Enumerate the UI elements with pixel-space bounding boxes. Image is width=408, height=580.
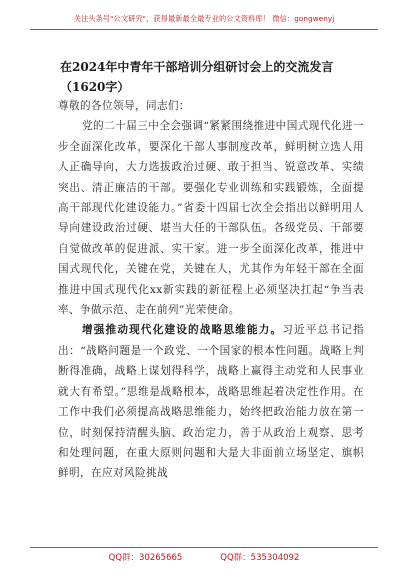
footer [0, 551, 408, 563]
header-banner: 关注头条号"公文研究"，获得最新最全最专业的公文资料库！ 微信：gongwenyj [73, 14, 335, 23]
paragraph-1: 党的二十届三中全会强调“紧紧围绕推进中国式现代化进一步全面深化改革，要深化干部人事制度改革，鲜明树立选人用人正确导向，大力选拔政治过硬、敢于担当、锐意改革、实绩突出、清正廉洁的干部。要强化专业训练和实践锻炼，全面提高干部现代化建设能力。”省委十四届七次全会指出以鲜明用人导向建设政治过硬、堪当大任的干部队伍。各级党员、干部要自觉做改革的促进派、实干家。进一步全面深化改革，推进中国式现代化，关键在党，关键在人，尤其作为年轻干部在全面推进中国式现代化xx新实践的新征程上必须坚决扛起“争当表率、争做示范、走在前列”光荣使命。 [58, 120, 364, 317]
footer-divider [30, 547, 378, 548]
document-title: 在2024年中青年干部培训分组研讨会上的交流发言（1620字） [60, 60, 334, 94]
document-body [58, 96, 364, 484]
footer-qq-right: QQ群：535304092 [220, 553, 300, 563]
paragraph-2 [58, 320, 364, 483]
paragraph-2-heading: 增强推动现代化建设的战略思维能力。 [82, 324, 283, 337]
footer-qq-left: QQ群：30265665 [108, 553, 183, 563]
paragraph-2-text: 习近平总书记指出：“战略问题是一个政党、一个国家的根本性问题。战略上判断得准确，战略上谋划得科学，战略上赢得主动党和人民事业就大有希望。”思维是战略根本，战略思维起着决定性作用。在工作中我们必须提高战略思维能力，始终把政治能力放在第一位，时刻保持清醒头脑、政治定力，善于从政治上观察、思考和处理问题，在重大原则问题和大是大非面前立场坚定、旗帜鲜明，在应对风险挑战 [58, 324, 364, 480]
salutation: 尊敬的各位领导，同志们： [58, 100, 190, 112]
header-divider [30, 29, 378, 30]
